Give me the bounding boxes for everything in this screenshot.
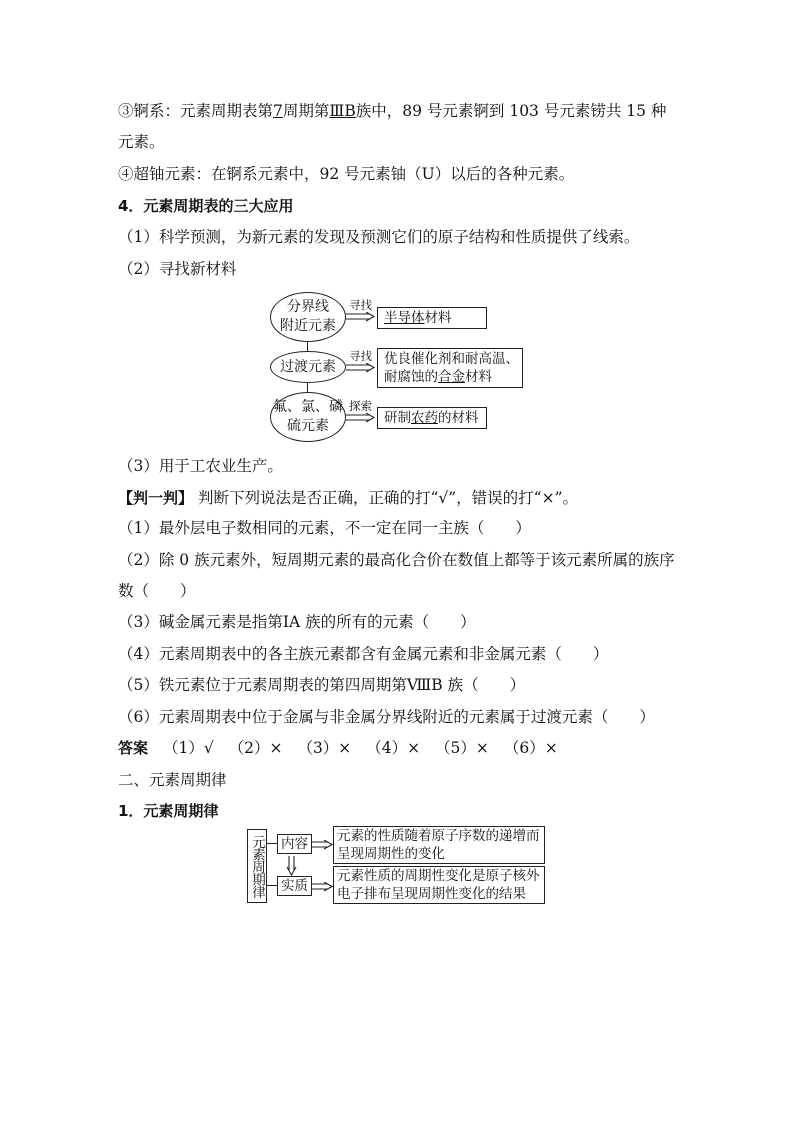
text: 元素的性质随着原子序数的递增而 — [337, 828, 540, 844]
ellipse-transition-elements: 过渡元素 — [270, 351, 346, 383]
actinide-line — [118, 100, 666, 122]
text: 农药 — [411, 410, 438, 426]
arrow-label-explore: 探索 — [349, 399, 372, 413]
connector-line — [307, 341, 308, 351]
text: 电子排布呈现周期性变化的结果 — [337, 886, 526, 902]
answer-item: （4）× — [366, 739, 421, 757]
text: 的材料 — [438, 410, 479, 426]
text: 耐腐蚀的 — [384, 369, 438, 385]
box-content: 内容 — [277, 834, 312, 854]
group-number: ⅢB — [329, 102, 356, 120]
judge-instruction — [118, 487, 578, 509]
heading-applications: 4．元素周期表的三大应用 — [118, 197, 294, 215]
text: 材料 — [465, 369, 492, 385]
question-4: （4）元素周期表中的各主族元素都含有金属元素和非金属元素（ ） — [118, 645, 609, 663]
answer-item: （5）× — [435, 739, 489, 757]
answer-line — [118, 737, 568, 759]
box-essence: 实质 — [277, 876, 312, 896]
transuranium-line: ④超铀元素：在锕系元素中，92 号元素铀（U）以后的各种元素。 — [118, 165, 575, 183]
question-3: （3）碱金属元素是指第ⅠA 族的所有的元素（ ） — [118, 613, 476, 631]
text: 族中，89 号元素锕到 103 号元素铹共 15 种 — [355, 102, 667, 120]
text: 半导体 — [384, 310, 425, 326]
text: 呈现周期性的变化 — [337, 846, 445, 862]
text — [384, 368, 516, 386]
double-arrow-icon — [312, 840, 334, 850]
answer-label: 答案 — [118, 739, 149, 757]
question-5: （5）铁元素位于元素周期表的第四周期第ⅧB 族（ ） — [118, 676, 526, 694]
actinide-line-cont: 元素。 — [118, 133, 165, 151]
periodic-law-heading: 1．元素周期律 — [118, 802, 219, 820]
text: 元素性质的周期性变化是原子核外 — [337, 868, 540, 884]
period-number: 7 — [273, 102, 283, 120]
application-1: （1）科学预测，为新元素的发现及预测它们的原子结构和性质提供了线索。 — [118, 228, 640, 246]
double-arrow-icon — [346, 363, 376, 373]
box-essence-desc — [333, 866, 545, 904]
section-2-heading: 二、元素周期律 — [118, 771, 227, 789]
question-2b: 数（ ） — [118, 582, 196, 600]
application-2: （2）寻找新材料 — [118, 260, 237, 278]
ellipse-halogen-elements: 氟、氯、磷 硫元素 — [270, 392, 346, 442]
ellipse-boundary-elements: 分界线 附近元素 — [270, 292, 346, 342]
box-semiconductor — [377, 307, 487, 329]
judge-heading: 【判一判】 — [118, 489, 194, 507]
text: 优良催化剂和耐高温、 — [384, 351, 519, 367]
question-2a: （2）除 0 族元素外，短周期元素的最高化合价在数值上都等于该元素所属的族序 — [118, 551, 675, 569]
box-periodic-law: 元素周期律 — [247, 829, 267, 903]
text: 周期第 — [282, 102, 330, 120]
question-6: （6）元素周期表中位于金属与非金属分界线附近的元素属于过渡元素（ ） — [118, 708, 655, 726]
box-pesticide — [377, 407, 487, 429]
answer-item: （2）× — [228, 739, 283, 757]
double-arrow-icon — [346, 312, 376, 322]
arrow-label-find-1: 寻找 — [349, 298, 372, 312]
text: 判断下列说法是否正确，正确的打“√”，错误的打“×”。 — [193, 489, 579, 507]
arrow-label-find-2: 寻找 — [349, 349, 372, 363]
answer-item: （3）× — [297, 739, 352, 757]
double-arrow-icon — [346, 413, 376, 423]
double-arrow-down-icon — [286, 856, 298, 876]
text: ③锕系：元素周期表第 — [118, 102, 274, 120]
connector-line — [267, 885, 277, 886]
answer-item: （1）√ — [162, 739, 214, 757]
box-content-desc — [333, 826, 545, 864]
box-catalyst-alloy — [377, 348, 523, 388]
application-3: （3）用于工农业生产。 — [118, 457, 283, 475]
connector-line — [267, 843, 277, 844]
answer-item: （6）× — [503, 739, 558, 757]
question-1: （1）最外层电子数相同的元素，不一定在同一主族（ ） — [118, 519, 531, 537]
text: 合金 — [438, 369, 465, 385]
text: 材料 — [424, 310, 452, 326]
double-arrow-icon — [312, 882, 334, 892]
connector-line — [307, 382, 308, 392]
text: 研制 — [384, 410, 411, 426]
